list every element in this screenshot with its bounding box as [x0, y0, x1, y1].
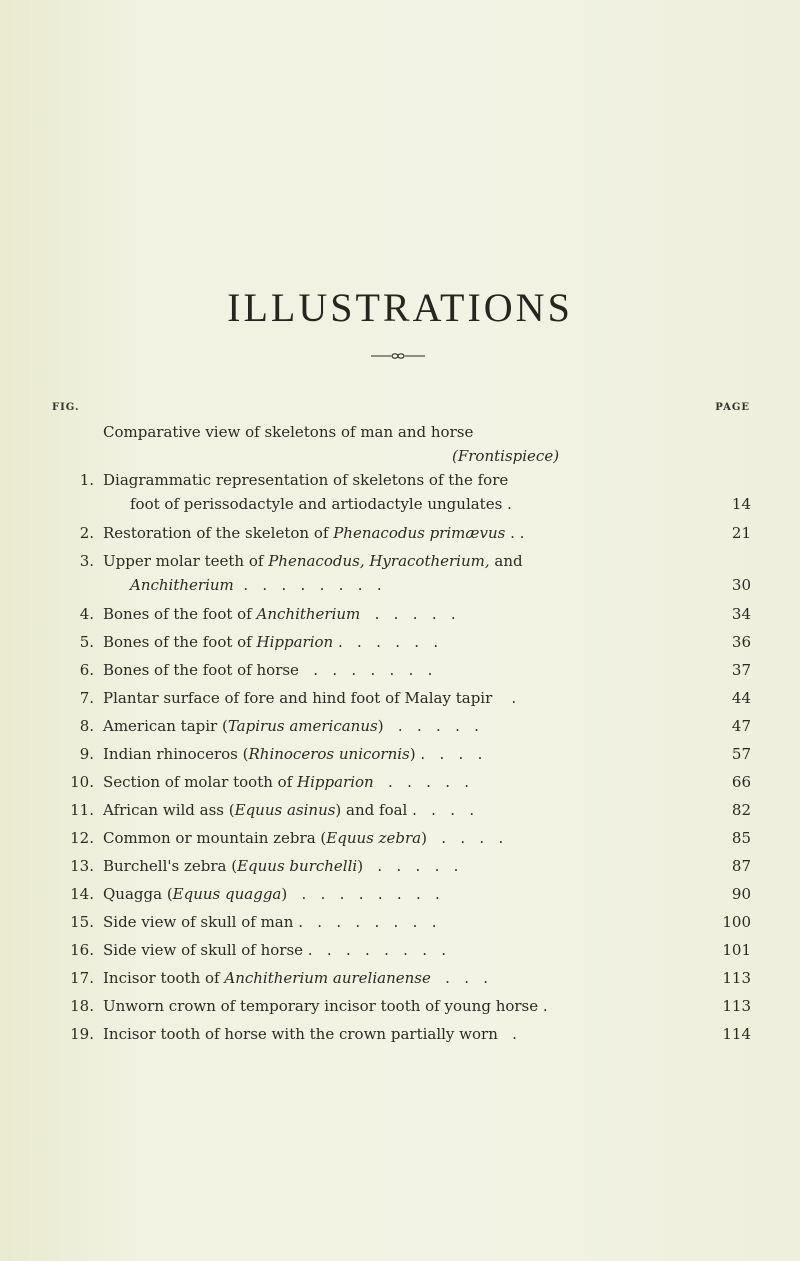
entry-caption: Side view of skull of man . . . . . . . .	[103, 913, 437, 931]
entry-page-number: 37	[731, 661, 751, 679]
entry-caption: Comparative view of skeletons of man and horse	[103, 423, 474, 441]
entry-number: 5.	[79, 633, 94, 651]
entry-number: 8.	[79, 717, 94, 735]
entry-page-number: 14	[731, 495, 751, 513]
entry-page-number: 90	[731, 885, 751, 903]
entry-number: 7.	[79, 689, 94, 707]
entry-page-number: 87	[731, 857, 751, 875]
entry-number: 2.	[79, 524, 94, 542]
entry-number: 4.	[79, 605, 94, 623]
entry-caption: American tapir (Tapirus americanus) . . . . .	[103, 717, 479, 735]
entry-number: 16.	[70, 941, 94, 959]
entry-page-number: 66	[731, 773, 751, 791]
entry-number: 15.	[70, 913, 94, 931]
entry-number: 1.	[79, 471, 94, 489]
entry-caption: Diagrammatic representation of skeletons of the fore	[103, 471, 509, 489]
entry-number: 12.	[70, 829, 94, 847]
entry-caption: Common or mountain zebra (Equus zebra) . . . .	[103, 829, 504, 847]
entry-page-number: 57	[731, 745, 751, 763]
entry-page-number: 100	[722, 913, 751, 931]
entry-caption: Upper molar teeth of Phenacodus, Hyracotherium, and	[103, 552, 523, 570]
entry-caption: African wild ass (Equus asinus) and foal . . . .	[103, 801, 475, 819]
frontispiece-label: (Frontispiece)	[452, 447, 560, 465]
entry-page-number: 21	[731, 524, 751, 542]
entry-caption: Bones of the foot of Hipparion . . . . . .	[103, 633, 439, 651]
entry-caption-continued: Anchitherium . . . . . . . .	[130, 576, 382, 594]
entry-number: 19.	[70, 1025, 94, 1043]
entry-page-number: 113	[722, 997, 751, 1015]
entry-caption-continued: foot of perissodactyle and artiodactyle ungulates .	[130, 495, 512, 513]
entry-page-number: 101	[722, 941, 751, 959]
page-column-header: PAGE	[715, 402, 750, 413]
entry-page-number: 30	[731, 576, 751, 594]
entry-page-number: 47	[731, 717, 751, 735]
entry-number: 10.	[70, 773, 94, 791]
entry-number: 3.	[79, 552, 94, 570]
entry-number: 14.	[70, 885, 94, 903]
entry-page-number: 113	[722, 969, 751, 987]
entry-caption: Bones of the foot of horse . . . . . . .	[103, 661, 433, 679]
ornament-divider	[371, 352, 425, 360]
entry-caption: Incisor tooth of Anchitherium aurelianense . . .	[103, 969, 489, 987]
entry-caption: Indian rhinoceros (Rhinoceros unicornis) . . . .	[103, 745, 483, 763]
entry-number: 11.	[70, 801, 94, 819]
entry-page-number: 82	[731, 801, 751, 819]
fig-column-header: FIG.	[52, 402, 80, 413]
entry-page-number: 34	[731, 605, 751, 623]
entry-caption: Unworn crown of temporary incisor tooth of young horse .	[103, 997, 548, 1015]
entry-page-number: 114	[722, 1025, 751, 1043]
entry-number: 6.	[79, 661, 94, 679]
entry-caption: Plantar surface of fore and hind foot of Malay tapir .	[103, 689, 517, 707]
entry-caption: Quagga (Equus quagga) . . . . . . . .	[103, 885, 440, 903]
entry-caption: Section of molar tooth of Hipparion . . . . .	[103, 773, 470, 791]
entry-caption: Burchell's zebra (Equus burchelli) . . . . .	[103, 857, 459, 875]
entry-caption: Bones of the foot of Anchitherium . . . . .	[103, 605, 456, 623]
entry-page-number: 85	[731, 829, 751, 847]
entry-caption: Incisor tooth of horse with the crown partially worn .	[103, 1025, 517, 1043]
entry-page-number: 36	[731, 633, 751, 651]
entry-number: 17.	[70, 969, 94, 987]
entry-page-number: 44	[731, 689, 751, 707]
entry-caption: Side view of skull of horse . . . . . . . .	[103, 941, 447, 959]
entry-caption: Restoration of the skeleton of Phenacodus primævus . .	[103, 524, 525, 542]
entry-number: 13.	[70, 857, 94, 875]
page-title: ILLUSTRATIONS	[227, 285, 573, 330]
entry-number: 18.	[70, 997, 94, 1015]
entry-number: 9.	[79, 745, 94, 763]
